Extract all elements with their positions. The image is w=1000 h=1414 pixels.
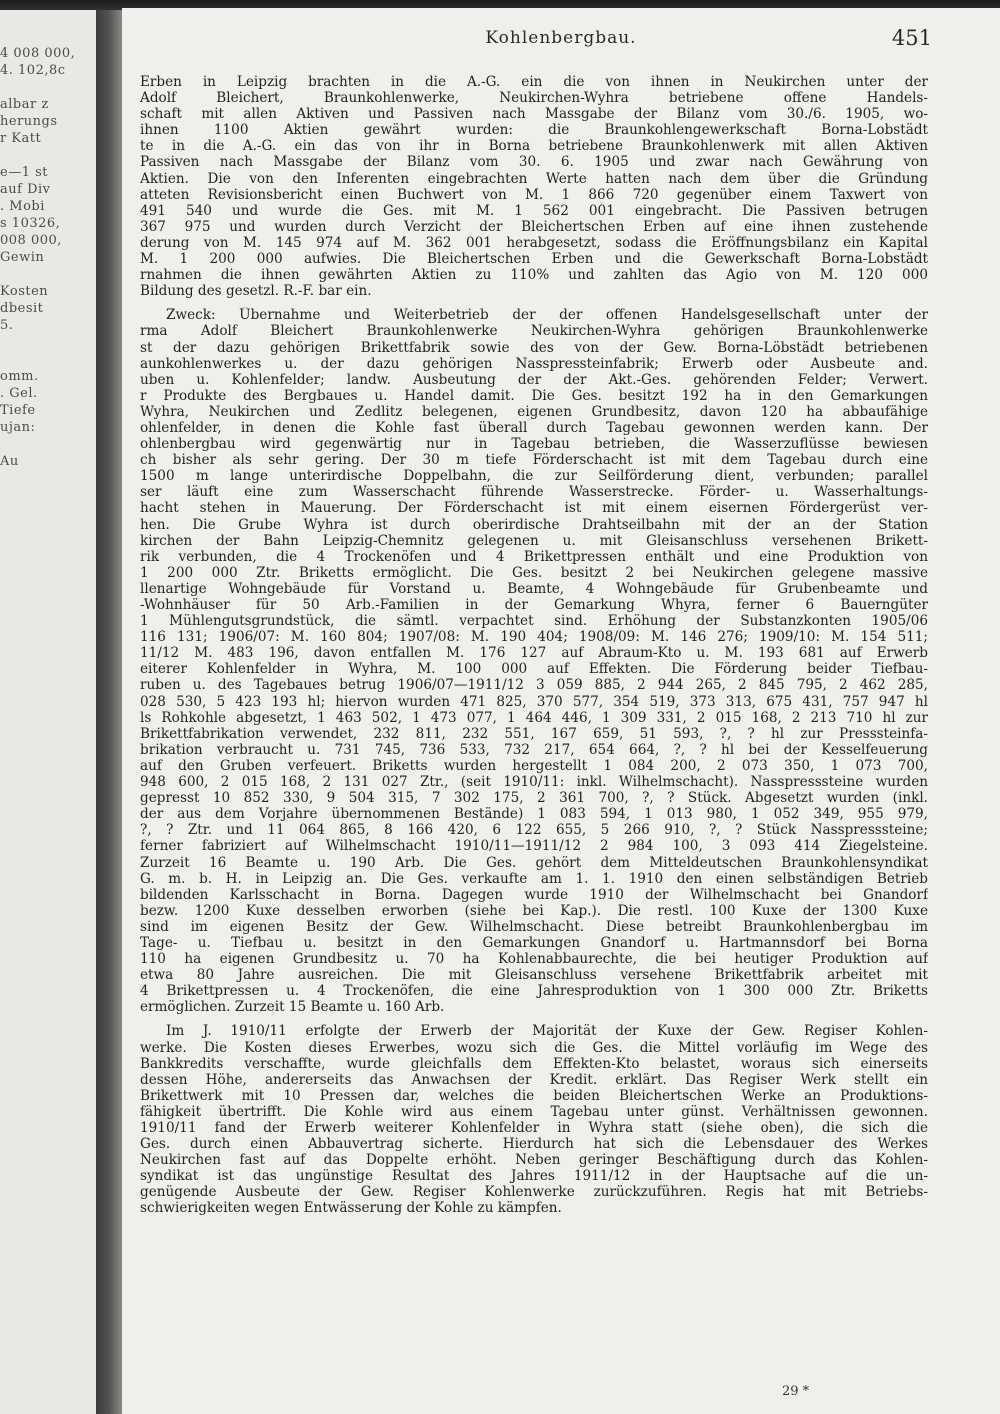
fragment-line: ujan: [0, 420, 36, 435]
text-line: hen. Die Grube Wyhra ist durch oberirdische Drahtseilbahn mit der an der Station [140, 516, 928, 533]
text-line: eiterer Kohlenfelder in Wyhra, M. 100 000 auf Effekten. Die Förderung beider Tiefbau- [140, 661, 928, 678]
text-line: genügende Ausbeute der Gew. Regiser Kohlenwerke zurückzuführen. Regis hat mit Betriebs- [140, 1184, 928, 1201]
text-line: -Wohnhäuser für 50 Arb.-Familien in der Gemarkung Whyra, ferner 6 Bauerngüter [140, 597, 928, 613]
text-line: Erben in Leipzig brachten in die A.-G. ein die von ihnen in Neukirchen unter der [140, 74, 928, 90]
text-line: ermöglichen. Zurzeit 15 Beamte u. 160 Arb. [140, 999, 445, 1016]
fragment-line: Kosten [0, 284, 49, 299]
text-line: rik verbunden, die 4 Trockenöfen und 4 Brikettpressen enthält und eine Produktion von [140, 548, 928, 565]
text-line: brikation verbraucht u. 731 745, 736 533, 732 217, 654 664, ?, ? hl bei der Kesselfeuerung [140, 741, 928, 758]
fragment-line: r Katt [0, 131, 42, 146]
text-line: ch bisher als sehr gering. Der 30 m tiefe Förderschacht ist mit dem Tagebau durch eine [140, 452, 928, 469]
sheet-signature: 29 * [782, 1384, 810, 1399]
paragraph [140, 74, 928, 299]
text-line: bezw. 1200 Kuxe desselben erworben (siehe bei Kap.). Die restl. 100 Kuxe der 1300 Kuxe [140, 902, 928, 919]
fragment-line: 008 000, [0, 233, 62, 248]
previous-page-fragment [0, 10, 98, 1414]
text-line: Ges. durch einen Abbauvertrag sicherte. Hierdurch hat sich die Lebensdauer des Werkes [140, 1136, 928, 1153]
text-line: fähigkeit übertrifft. Die Kohle wird aus einem Tagebau unter günst. Verhältnissen gewonnen. [140, 1103, 928, 1120]
text-line: ?, ? Ztr. und 11 064 865, 8 166 420, 6 122 655, 5 266 910, ?, ? Stück Nasspresssteine; [140, 822, 928, 839]
text-line: Bildung des gesetzl. R.-F. bar ein. [140, 283, 372, 300]
text-line: rma Adolf Bleichert Braunkohlenwerke Neukirchen-Wyhra gehörigen Braunkohlenwerke [140, 323, 928, 340]
text-line: Wyhra, Neukirchen und Zedlitz belegenen, eigenen Grundbesitz, davon 120 ha abbaufähige [140, 403, 928, 420]
text-line: G. m. b. H. in Leipzig an. Die Ges. verkaufte am 1. 1. 1910 den einen selbständigen Betrieb [140, 870, 928, 887]
text-line: 1 200 000 Ztr. Briketts ermöglicht. Die Ges. besitzt 2 bei Neukirchen gelegene massive [140, 564, 928, 581]
fragment-line: Tiefe [0, 403, 36, 418]
text-line: ohlenfelder, in denen die Kohle fast überall durch Tagebau gewonnen werden kann. Der [140, 419, 928, 436]
fragment-line: 4. 102,8c [0, 63, 66, 78]
text-line: Bankkredits verschaffte, wurde gleichfalls dem Effekten-Kto belastet, woraus sich einerseits [140, 1055, 928, 1072]
text-line: 116 131; 1906/07: M. 160 804; 1907/08: M. 190 404; 1908/09: M. 146 276; 1909/10: M. 154 511; [140, 629, 928, 646]
text-line: bildenden Karlsschacht in Borna. Dagegen wurde 1910 der Wilhelmschacht bei Gnandorf [140, 886, 928, 903]
text-line: ihnen 1100 Aktien gewährt wurden: die Braunkohlengewerkschaft Borna-Lobstädt [140, 122, 928, 139]
fragment-line: auf Div [0, 182, 51, 197]
text-line: 367 975 und wurden durch Verzicht der Bleichertschen Erben auf eine ihnen zustehende [140, 218, 928, 235]
text-line: schwierigkeiten wegen Entwässerung der Kohle zu kämpfen. [140, 1200, 562, 1217]
text-line: etwa 80 Jahre ausreichen. Die mit Gleisanschluss versehene Brikettfabrik arbeitet mit [140, 967, 928, 984]
text-line: ohlenbergbau wird gegenwärtig nur in Tagebau betrieben, die Wasserzuflüsse bewiesen [140, 436, 928, 453]
fragment-line: 4 008 000, [0, 46, 76, 61]
paragraph [140, 307, 928, 1015]
fragment-line: e—1 st [0, 165, 48, 180]
text-line: dessen Höhe, andererseits das Anwachsen der Kredit. erklärt. Das Regiser Werk stellt ein [140, 1071, 928, 1088]
text-line: 028 530, 5 423 193 hl; hiervon wurden 471 825, 370 577, 354 519, 373 313, 675 431, 757 947 hl [140, 693, 928, 710]
text-line: Aktien. Die von den Inferenten eingebrachten Werte hatten nach dem über die Gründung [140, 170, 928, 187]
text-line: 1500 m lange unterirdische Doppelbahn, die zur Seilförderung dient, verbunden; parallel [140, 468, 928, 485]
fragment-line: 5. [0, 318, 14, 333]
text-line: ruben u. des Tagebaues betrug 1906/07—1911/12 3 059 885, 2 944 265, 2 845 795, 2 462 285, [140, 677, 928, 694]
fragment-line: s 10326, [0, 216, 61, 231]
fragment-line: . Gel. [0, 386, 38, 401]
text-line: Zweck: Übernahme und Weiterbetrieb der der offenen Handelsgesellschaft unter der [166, 307, 928, 324]
text-line: te in die A.-G. ein das von ihr in Borna betriebene Braunkohlenwerk mit allen Aktiven [140, 138, 928, 155]
text-line: r Produkte des Bergbaues u. Handel damit. Die Ges. besitzt 192 ha in den Gemarkungen [140, 387, 928, 404]
text-line: Brikettfabrikation verwendet, 232 811, 232 551, 167 659, 51 593, ?, ? hl zur Presssteinfa- [140, 725, 928, 742]
text-line: derung von M. 145 974 auf M. 362 001 herabgesetzt, sodass die Eröffnungsbilanz ein Kapital [140, 234, 928, 251]
fragment-line: albar z [0, 97, 49, 112]
book-page [122, 8, 1000, 1414]
body-text [140, 74, 928, 1217]
text-line: uben u. Kohlenfelder; landw. Ausbeutung der der Akt.-Ges. gehörenden Felder; Verwert. [140, 371, 928, 388]
text-line: der aus dem Vorjahre übernommenen Bestände) 1 083 594, 1 013 980, 1 052 349, 955 979, [140, 806, 928, 823]
text-line: Zurzeit 16 Beamte u. 190 Arb. Die Ges. gehört dem Mitteldeutschen Braunkohlensyndikat [140, 854, 928, 871]
text-line: aunkohlenwerkes u. der dazu gehörigen Nasspressteinfabrik; Erwerb oder Ausbeute and. [140, 355, 928, 372]
text-line: 948 600, 2 015 168, 2 131 027 Ztr., (seit 1910/11: inkl. Wilhelmschacht). Nasspresssteine wurden [140, 774, 928, 791]
text-line: ls Rohkohle abgesetzt, 1 463 502, 1 473 077, 1 464 446, 1 309 331, 2 015 168, 2 213 710 hl zur [140, 709, 928, 726]
text-line: 1910/11 fand der Erwerb weiterer Kohlenfelder in Wyhra statt (siehe oben), die sich die [140, 1120, 928, 1136]
text-line: atteten Revisionsbericht einen Buchwert von M. 1 866 720 gegenüber einem Taxwert von [140, 186, 928, 203]
text-line: 1 Mühlengutsgrundstück, die sämtl. verpachtet sind. Erhöhung der Substanzkonten 1905/06 [140, 613, 928, 630]
text-line: Adolf Bleichert, Braunkohlenwerke, Neukirchen-Wyhra betriebene offene Handels- [140, 90, 928, 107]
text-line: Brikettwerk mit 10 Pressen dar, welches die beiden Bleichertschen Werke an Produktions- [140, 1087, 928, 1104]
text-line: syndikat ist das ungünstige Resultat des Jahres 1911/12 in der Hauptsache auf die un- [140, 1168, 928, 1185]
text-line: schaft mit allen Aktiven und Passiven nach Massgabe der Bilanz vom 30./6. 1905, wo- [140, 106, 928, 123]
fragment-line: Gewin [0, 250, 45, 265]
fragment-line: omm. [0, 369, 39, 384]
text-line: llenartige Wohngebäude für Vorstand u. Beamte, 4 Wohngebäude für Grubenbeamte und [140, 580, 928, 597]
text-line: Im J. 1910/11 erfolgte der Erwerb der Majorität der Kuxe der Gew. Regiser Kohlen- [166, 1023, 928, 1040]
text-line: Tage- u. Tiefbau u. besitzt in den Gemarkungen Gnandorf u. Hartmannsdorf bei Borna [140, 934, 928, 951]
text-line: ser läuft eine zum Wasserschacht führende Wasserstrecke. Förder- u. Wasserhaltungs- [140, 484, 928, 501]
text-line: Neukirchen fast auf das Doppelte erhöht. Neben geringer Beschäftigung durch das Kohlen- [140, 1152, 928, 1169]
fragment-line: dbesit [0, 301, 44, 316]
text-line: auf den Gruben verfeuert. Briketts wurden hergestellt 1 084 200, 2 073 350, 1 073 700, [140, 757, 928, 774]
text-line: Passiven nach Massgabe der Bilanz vom 30. 6. 1905 und zwar nach Gewährung von [140, 154, 928, 171]
running-head: Kohlenbergbau. [485, 28, 637, 48]
text-line: 4 Brikettpressen u. 4 Trockenöfen, die eine Jahresproduktion von 1 300 000 Ztr. Briketts [140, 983, 928, 1000]
text-line: gepresst 10 852 330, 9 504 315, 7 302 175, 2 361 700, ?, ? Stück. Abgesetzt wurden (inkl. [140, 790, 928, 807]
text-line: M. 1 200 000 aufwies. Die Bleichertschen Erben und die Gewerkschaft Borna-Lobstädt [140, 251, 928, 268]
text-line: 110 ha eigenen Grundbesitz u. 70 ha Kohlenabbaurechte, die bei heutiger Produktion auf [140, 951, 928, 968]
text-line: ferner fabriziert auf Wilhelmschacht 1910/11—1911/12 2 984 100, 3 093 414 Ziegelsteine. [140, 838, 928, 855]
text-line: sind im eigenen Besitz der Gew. Wilhelmschacht. Diese betreibt Braunkohlenbergbau im [140, 918, 928, 935]
text-line: rnahmen die ihnen gewährten Aktien zu 110% und zahlten das Agio von M. 120 000 [140, 267, 928, 284]
fragment-line: herungs [0, 114, 58, 129]
page-number: 451 [891, 26, 932, 50]
text-line: hacht stehen in Mauerung. Der Förderschacht ist mit einem eisernen Fördergerüst ver- [140, 500, 928, 517]
fragment-line: . Mobi [0, 199, 45, 214]
text-line: 491 540 und wurde die Ges. mit M. 1 562 001 eingebracht. Die Passiven betrugen [140, 202, 928, 219]
text-line: kirchen der Bahn Leipzig-Chemnitz gelegenen u. mit Gleisanschluss versehenen Brikett- [140, 532, 928, 549]
text-line: werke. Die Kosten dieses Erwerbes, wozu sich die Ges. die Mittel vorläufig im Wege des [140, 1039, 928, 1056]
text-line: 11/12 M. 483 196, davon entfallen M. 176 127 auf Abraum-Kto u. M. 193 681 auf Erwerb [140, 645, 928, 662]
paragraph [140, 1023, 928, 1216]
fragment-line: Au [0, 454, 19, 469]
text-line: st der dazu gehörigen Brikettfabrik sowie des von der Gew. Borna-Löbstädt betriebenen [140, 339, 928, 356]
